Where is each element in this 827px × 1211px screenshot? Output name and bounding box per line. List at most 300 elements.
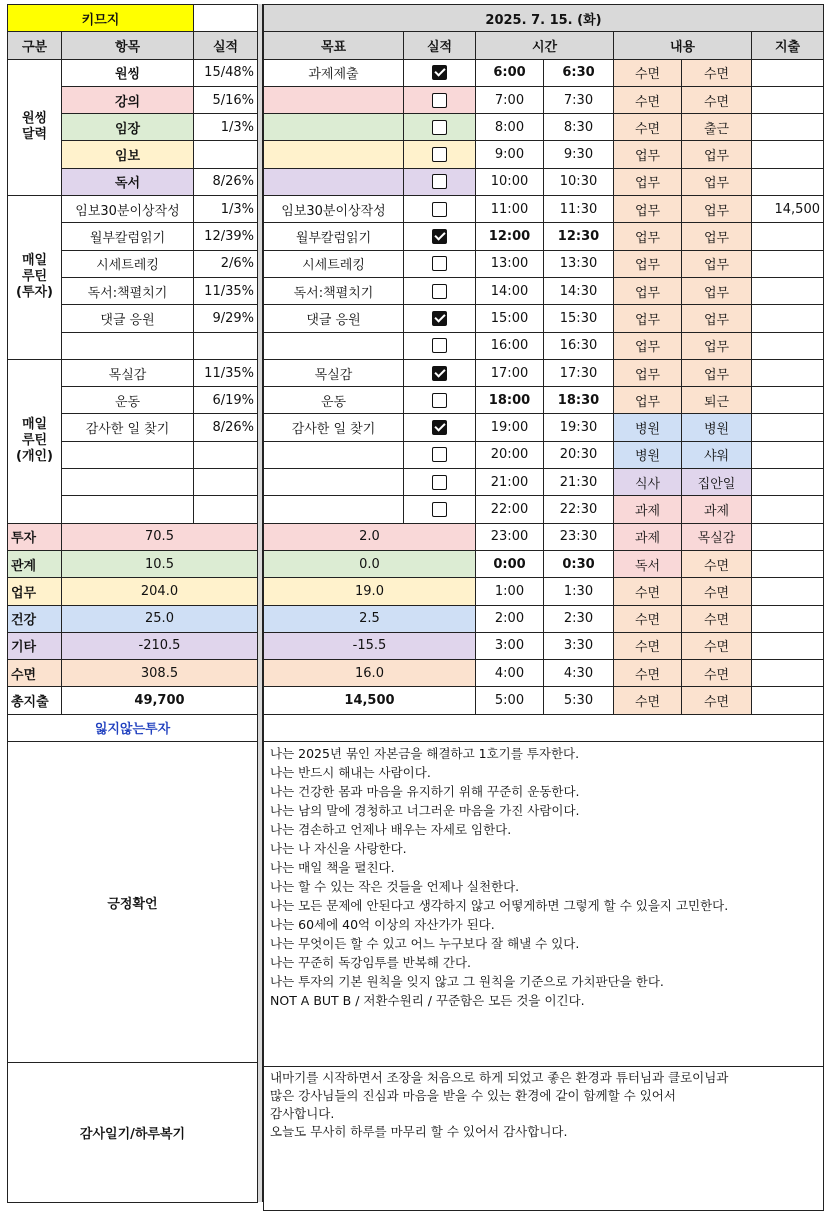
affirmation-line: 나는 2025년 묶인 자본금을 해결하고 1호기를 투자한다. bbox=[270, 746, 580, 762]
time-end: 1:30 bbox=[544, 578, 614, 605]
content-first[interactable]: 수면 bbox=[614, 605, 682, 632]
item-name[interactable]: 운동 bbox=[62, 387, 194, 414]
summary-label: 기타 bbox=[8, 632, 62, 659]
affirmation-line: 나는 할 수 있는 작은 것들을 언제나 실천한다. bbox=[270, 879, 520, 895]
item-result[interactable] bbox=[194, 496, 258, 523]
time-end: 20:30 bbox=[544, 441, 614, 468]
affirmation-line: 나는 60세에 40억 이상의 자산가가 된다. bbox=[270, 917, 495, 933]
expense-cell[interactable] bbox=[752, 277, 824, 304]
content-first[interactable]: 과제 bbox=[614, 496, 682, 523]
item-name[interactable] bbox=[62, 332, 194, 359]
group-label bbox=[8, 196, 62, 360]
expense-cell[interactable] bbox=[752, 578, 824, 605]
check-cell bbox=[404, 277, 476, 304]
schedule-row bbox=[264, 414, 824, 441]
summary-label: 관계 bbox=[8, 550, 62, 577]
content-second[interactable]: 수면 bbox=[682, 86, 752, 113]
group-label-line: 매일 bbox=[21, 253, 48, 269]
time-end: 0:30 bbox=[544, 550, 614, 577]
content-first[interactable]: 식사 bbox=[614, 469, 682, 496]
goal-cell[interactable] bbox=[264, 469, 404, 496]
content-second[interactable]: 목실감 bbox=[682, 523, 752, 550]
expense-cell[interactable] bbox=[752, 523, 824, 550]
check-cell bbox=[404, 196, 476, 223]
affirmation-line: 나는 투자의 기본 원칙을 잊지 않고 그 원칙을 기준으로 가치판단을 한다. bbox=[270, 974, 664, 990]
title-spacer bbox=[194, 5, 258, 32]
summary-value[interactable]: 204.0 bbox=[62, 578, 258, 605]
content-first[interactable]: 수면 bbox=[614, 59, 682, 86]
time-start: 7:00 bbox=[476, 86, 544, 113]
content-second[interactable]: 업무 bbox=[682, 141, 752, 168]
goal-cell[interactable] bbox=[264, 496, 404, 523]
goal-cell[interactable] bbox=[264, 168, 404, 195]
item-name[interactable]: 목실감 bbox=[62, 359, 194, 386]
group-label bbox=[8, 359, 62, 523]
time-start: 16:00 bbox=[476, 332, 544, 359]
expense-cell[interactable] bbox=[752, 141, 824, 168]
time-end: 18:30 bbox=[544, 387, 614, 414]
item-name[interactable]: 독서 bbox=[62, 168, 194, 195]
time-end: 3:30 bbox=[544, 632, 614, 659]
check-cell bbox=[404, 59, 476, 86]
checkbox[interactable] bbox=[432, 256, 447, 271]
time-start: 8:00 bbox=[476, 114, 544, 141]
group-label-line: 매일 bbox=[21, 417, 48, 433]
time-end: 14:30 bbox=[544, 277, 614, 304]
content-second[interactable]: 수면 bbox=[682, 550, 752, 577]
content-first[interactable]: 병원 bbox=[614, 414, 682, 441]
expense-cell[interactable] bbox=[752, 305, 824, 332]
checkbox[interactable] bbox=[432, 147, 447, 162]
summary-label: 업무 bbox=[8, 578, 62, 605]
affirmation-line: 나는 무엇이든 할 수 있고 어느 누구보다 잘 해낼 수 있다. bbox=[270, 936, 580, 952]
item-name[interactable] bbox=[62, 441, 194, 468]
time-start: 2:00 bbox=[476, 605, 544, 632]
content-first[interactable]: 업무 bbox=[614, 277, 682, 304]
item-result[interactable]: 11/35% bbox=[194, 277, 258, 304]
group-label-line: (투자) bbox=[16, 285, 53, 301]
header-group: 구분 bbox=[8, 32, 62, 59]
time-start: 17:00 bbox=[476, 359, 544, 386]
time-start: 12:00 bbox=[476, 223, 544, 250]
summary-value[interactable]: 308.5 bbox=[62, 660, 258, 687]
expense-cell[interactable] bbox=[752, 114, 824, 141]
content-first[interactable]: 업무 bbox=[614, 196, 682, 223]
time-start: 9:00 bbox=[476, 141, 544, 168]
check-cell bbox=[404, 141, 476, 168]
summary-today[interactable]: -15.5 bbox=[264, 632, 476, 659]
affirmation-line: 나는 반드시 해내는 사람이다. bbox=[270, 765, 431, 781]
summary-today[interactable]: 19.0 bbox=[264, 578, 476, 605]
time-end: 9:30 bbox=[544, 141, 614, 168]
item-name[interactable] bbox=[62, 496, 194, 523]
time-start: 13:00 bbox=[476, 250, 544, 277]
check-cell bbox=[404, 387, 476, 414]
summary-label: 투자 bbox=[8, 523, 62, 550]
content-second[interactable]: 수면 bbox=[682, 632, 752, 659]
schedule-row bbox=[264, 59, 824, 86]
group-label-line: 달력 bbox=[21, 127, 48, 143]
content-first[interactable]: 업무 bbox=[614, 141, 682, 168]
content-first[interactable]: 병원 bbox=[614, 441, 682, 468]
header-item: 항목 bbox=[62, 32, 194, 59]
schedule-row bbox=[264, 305, 824, 332]
content-second[interactable]: 수면 bbox=[682, 660, 752, 687]
content-first[interactable]: 업무 bbox=[614, 305, 682, 332]
check-cell bbox=[404, 168, 476, 195]
item-name[interactable]: 월부칼럼읽기 bbox=[62, 223, 194, 250]
content-second[interactable]: 수면 bbox=[682, 687, 752, 714]
time-start: 3:00 bbox=[476, 632, 544, 659]
goal-cell[interactable] bbox=[264, 141, 404, 168]
item-result[interactable] bbox=[194, 441, 258, 468]
time-end: 4:30 bbox=[544, 660, 614, 687]
goal-cell[interactable]: 과제제출 bbox=[264, 59, 404, 86]
check-cell bbox=[404, 496, 476, 523]
check-cell bbox=[404, 250, 476, 277]
item-name[interactable]: 강의 bbox=[62, 86, 194, 113]
expense-cell[interactable] bbox=[752, 660, 824, 687]
checkbox[interactable] bbox=[432, 174, 447, 189]
goal-cell[interactable]: 목실감 bbox=[264, 359, 404, 386]
schedule-row bbox=[264, 687, 824, 714]
check-cell bbox=[404, 86, 476, 113]
content-first[interactable]: 업무 bbox=[614, 250, 682, 277]
content-second[interactable]: 업무 bbox=[682, 305, 752, 332]
group-label bbox=[8, 59, 62, 195]
expense-cell[interactable] bbox=[752, 332, 824, 359]
time-end: 11:30 bbox=[544, 196, 614, 223]
check-cell bbox=[404, 414, 476, 441]
item-name[interactable] bbox=[62, 469, 194, 496]
item-result[interactable]: 2/6% bbox=[194, 250, 258, 277]
time-end: 2:30 bbox=[544, 605, 614, 632]
content-first[interactable]: 수면 bbox=[614, 578, 682, 605]
affirmation-line: 나는 매일 책을 펼친다. bbox=[270, 860, 395, 876]
schedule-row bbox=[264, 550, 824, 577]
content-first[interactable]: 수면 bbox=[614, 660, 682, 687]
checkbox[interactable] bbox=[432, 338, 447, 353]
expense-cell[interactable] bbox=[752, 168, 824, 195]
item-name[interactable]: 댓글 응원 bbox=[62, 305, 194, 332]
affirmation-line: 나는 건강한 몸과 마음을 유지하기 위해 꾸준히 운동한다. bbox=[270, 784, 580, 800]
goal-cell[interactable]: 임보30분이상작성 bbox=[264, 196, 404, 223]
group-label-line: 루틴 bbox=[21, 433, 48, 449]
expense-cell[interactable] bbox=[752, 605, 824, 632]
item-result[interactable] bbox=[194, 469, 258, 496]
header-goal: 목표 bbox=[264, 32, 404, 59]
summary-value[interactable]: 10.5 bbox=[62, 550, 258, 577]
content-first[interactable]: 수면 bbox=[614, 86, 682, 113]
table-row bbox=[8, 59, 258, 86]
expense-cell[interactable] bbox=[752, 632, 824, 659]
item-name[interactable]: 시세트레킹 bbox=[62, 250, 194, 277]
time-end: 5:30 bbox=[544, 687, 614, 714]
schedule-row bbox=[264, 660, 824, 687]
goal-cell[interactable] bbox=[264, 332, 404, 359]
date-header: 2025. 7. 15. (화) bbox=[264, 5, 824, 32]
schedule-row bbox=[264, 441, 824, 468]
content-second[interactable]: 퇴근 bbox=[682, 387, 752, 414]
expense-cell[interactable] bbox=[752, 414, 824, 441]
checkbox[interactable] bbox=[432, 93, 447, 108]
content-second[interactable]: 업무 bbox=[682, 250, 752, 277]
motto: 잃지않는투자 bbox=[8, 714, 258, 741]
summary-today[interactable]: 16.0 bbox=[264, 660, 476, 687]
motto-spacer bbox=[264, 714, 824, 741]
expense-cell[interactable] bbox=[752, 441, 824, 468]
content-second[interactable]: 집안일 bbox=[682, 469, 752, 496]
time-end: 22:30 bbox=[544, 496, 614, 523]
schedule-row bbox=[264, 469, 824, 496]
time-end: 6:30 bbox=[544, 59, 614, 86]
total-label: 총지출 bbox=[8, 687, 62, 714]
time-end: 16:30 bbox=[544, 332, 614, 359]
content-second[interactable]: 업무 bbox=[682, 359, 752, 386]
item-name[interactable]: 원씽 bbox=[62, 59, 194, 86]
item-name[interactable]: 임장 bbox=[62, 114, 194, 141]
time-end: 12:30 bbox=[544, 223, 614, 250]
item-result[interactable]: 11/35% bbox=[194, 359, 258, 386]
summary-label: 수면 bbox=[8, 660, 62, 687]
gratitude-label: 감사일기/하루복기 bbox=[8, 1063, 258, 1203]
schedule-row bbox=[264, 332, 824, 359]
table-row bbox=[8, 196, 258, 223]
content-second[interactable]: 수면 bbox=[682, 59, 752, 86]
header-expense: 지출 bbox=[752, 32, 824, 59]
check-cell bbox=[404, 114, 476, 141]
content-first[interactable]: 수면 bbox=[614, 632, 682, 659]
time-start: 18:00 bbox=[476, 387, 544, 414]
content-second[interactable]: 업무 bbox=[682, 168, 752, 195]
schedule-row bbox=[264, 277, 824, 304]
time-start: 22:00 bbox=[476, 496, 544, 523]
schedule-row bbox=[264, 387, 824, 414]
gratitude-text[interactable] bbox=[264, 1067, 824, 1211]
content-second[interactable]: 업무 bbox=[682, 277, 752, 304]
time-end: 7:30 bbox=[544, 86, 614, 113]
goal-cell[interactable] bbox=[264, 441, 404, 468]
goal-cell[interactable]: 댓글 응원 bbox=[264, 305, 404, 332]
time-start: 0:00 bbox=[476, 550, 544, 577]
item-name[interactable]: 임보30분이상작성 bbox=[62, 196, 194, 223]
expense-cell[interactable]: 14,500 bbox=[752, 196, 824, 223]
checkbox[interactable] bbox=[432, 393, 447, 408]
time-end: 17:30 bbox=[544, 359, 614, 386]
sheet-title: 키므지 bbox=[8, 5, 194, 32]
checkbox[interactable] bbox=[432, 475, 447, 490]
time-start: 6:00 bbox=[476, 59, 544, 86]
affirmation-line: 나는 모든 문제에 안된다고 생각하지 않고 어떻게하면 그렇게 할 수 있을지 고민한다. bbox=[270, 898, 729, 914]
time-start: 19:00 bbox=[476, 414, 544, 441]
item-result[interactable]: 9/29% bbox=[194, 305, 258, 332]
item-result[interactable]: 6/19% bbox=[194, 387, 258, 414]
right-sheet bbox=[263, 4, 824, 1211]
goal-cell[interactable]: 운동 bbox=[264, 387, 404, 414]
time-start: 11:00 bbox=[476, 196, 544, 223]
content-second[interactable]: 수면 bbox=[682, 605, 752, 632]
time-start: 23:00 bbox=[476, 523, 544, 550]
gratitude-line: 많은 강사님들의 진심과 마음을 받을 수 있는 환경에 같이 함께할 수 있어서 bbox=[270, 1088, 676, 1104]
time-end: 10:30 bbox=[544, 168, 614, 195]
checked-checkbox[interactable] bbox=[432, 420, 447, 435]
time-end: 13:30 bbox=[544, 250, 614, 277]
content-first[interactable]: 수면 bbox=[614, 687, 682, 714]
content-first[interactable]: 업무 bbox=[614, 332, 682, 359]
expense-cell[interactable] bbox=[752, 469, 824, 496]
summary-today[interactable]: 2.0 bbox=[264, 523, 476, 550]
content-first[interactable]: 독서 bbox=[614, 550, 682, 577]
time-start: 14:00 bbox=[476, 277, 544, 304]
summary-value[interactable]: 25.0 bbox=[62, 605, 258, 632]
checkbox[interactable] bbox=[432, 447, 447, 462]
time-start: 21:00 bbox=[476, 469, 544, 496]
expense-cell[interactable] bbox=[752, 687, 824, 714]
content-second[interactable]: 업무 bbox=[682, 223, 752, 250]
content-first[interactable]: 업무 bbox=[614, 168, 682, 195]
schedule-row bbox=[264, 359, 824, 386]
content-second[interactable]: 병원 bbox=[682, 414, 752, 441]
summary-today[interactable]: 2.5 bbox=[264, 605, 476, 632]
item-result[interactable]: 1/3% bbox=[194, 114, 258, 141]
checkbox[interactable] bbox=[432, 284, 447, 299]
goal-cell[interactable]: 시세트레킹 bbox=[264, 250, 404, 277]
schedule-row bbox=[264, 632, 824, 659]
affirmation-line: 나는 나 자신을 사랑한다. bbox=[270, 841, 407, 857]
expense-cell[interactable] bbox=[752, 59, 824, 86]
content-second[interactable]: 출근 bbox=[682, 114, 752, 141]
goal-cell[interactable] bbox=[264, 114, 404, 141]
group-label-line: 루틴 bbox=[21, 269, 48, 285]
expense-cell[interactable] bbox=[752, 550, 824, 577]
time-start: 20:00 bbox=[476, 441, 544, 468]
header-check: 실적 bbox=[404, 32, 476, 59]
summary-value[interactable]: -210.5 bbox=[62, 632, 258, 659]
affirmation-line: 나는 꾸준히 독강임투를 반복해 간다. bbox=[270, 955, 471, 971]
content-second[interactable]: 업무 bbox=[682, 196, 752, 223]
time-end: 21:30 bbox=[544, 469, 614, 496]
header-result: 실적 bbox=[194, 32, 258, 59]
time-start: 5:00 bbox=[476, 687, 544, 714]
time-start: 4:00 bbox=[476, 660, 544, 687]
content-first[interactable]: 업무 bbox=[614, 359, 682, 386]
content-second[interactable]: 샤워 bbox=[682, 441, 752, 468]
gratitude-line: 감사합니다. bbox=[270, 1106, 335, 1122]
check-cell bbox=[404, 469, 476, 496]
checked-checkbox[interactable] bbox=[432, 366, 447, 381]
schedule-row bbox=[264, 141, 824, 168]
total-today: 14,500 bbox=[264, 687, 476, 714]
item-result[interactable]: 5/16% bbox=[194, 86, 258, 113]
schedule-row bbox=[264, 523, 824, 550]
goal-cell[interactable]: 월부칼럼읽기 bbox=[264, 223, 404, 250]
item-result[interactable] bbox=[194, 332, 258, 359]
item-result[interactable]: 8/26% bbox=[194, 414, 258, 441]
expense-cell[interactable] bbox=[752, 496, 824, 523]
total-value: 49,700 bbox=[62, 687, 258, 714]
checked-checkbox[interactable] bbox=[432, 229, 447, 244]
time-start: 15:00 bbox=[476, 305, 544, 332]
item-name[interactable]: 독서:책펼치기 bbox=[62, 277, 194, 304]
schedule-row bbox=[264, 196, 824, 223]
header-time: 시간 bbox=[476, 32, 614, 59]
summary-label: 건강 bbox=[8, 605, 62, 632]
item-result[interactable]: 12/39% bbox=[194, 223, 258, 250]
content-first[interactable]: 과제 bbox=[614, 523, 682, 550]
expense-cell[interactable] bbox=[752, 86, 824, 113]
item-result[interactable]: 15/48% bbox=[194, 59, 258, 86]
group-label-line: 원씽 bbox=[21, 111, 48, 127]
schedule-row bbox=[264, 605, 824, 632]
item-result[interactable]: 1/3% bbox=[194, 196, 258, 223]
gratitude-line: 오늘도 무사히 하루를 마무리 할 수 있어서 감사합니다. bbox=[270, 1124, 568, 1140]
time-end: 23:30 bbox=[544, 523, 614, 550]
content-second[interactable]: 업무 bbox=[682, 332, 752, 359]
item-name[interactable]: 임보 bbox=[62, 141, 194, 168]
check-cell bbox=[404, 359, 476, 386]
time-start: 1:00 bbox=[476, 578, 544, 605]
goal-cell[interactable]: 독서:책펼치기 bbox=[264, 277, 404, 304]
schedule-row bbox=[264, 168, 824, 195]
check-cell bbox=[404, 223, 476, 250]
checked-checkbox[interactable] bbox=[432, 311, 447, 326]
schedule-row bbox=[264, 223, 824, 250]
expense-cell[interactable] bbox=[752, 223, 824, 250]
check-cell bbox=[404, 305, 476, 332]
time-start: 10:00 bbox=[476, 168, 544, 195]
schedule-row bbox=[264, 114, 824, 141]
summary-value[interactable]: 70.5 bbox=[62, 523, 258, 550]
affirmation-line: NOT A BUT B / 저환수원리 / 꾸준함은 모든 것을 이긴다. bbox=[270, 993, 585, 1009]
expense-cell[interactable] bbox=[752, 387, 824, 414]
left-sheet bbox=[7, 4, 258, 1203]
schedule-row bbox=[264, 250, 824, 277]
checkbox[interactable] bbox=[432, 202, 447, 217]
group-label-line: (개인) bbox=[16, 449, 53, 465]
content-first[interactable]: 업무 bbox=[614, 387, 682, 414]
summary-today[interactable]: 0.0 bbox=[264, 550, 476, 577]
expense-cell[interactable] bbox=[752, 359, 824, 386]
content-first[interactable]: 수면 bbox=[614, 114, 682, 141]
schedule-row bbox=[264, 86, 824, 113]
checkbox[interactable] bbox=[432, 502, 447, 517]
gratitude-line: 내마기를 시작하면서 조장을 처음으로 하게 되었고 좋은 환경과 튜터님과 클로이님과 bbox=[270, 1070, 729, 1086]
checkbox[interactable] bbox=[432, 120, 447, 135]
item-result[interactable] bbox=[194, 141, 258, 168]
item-name[interactable]: 감사한 일 찾기 bbox=[62, 414, 194, 441]
time-end: 15:30 bbox=[544, 305, 614, 332]
table-row bbox=[8, 359, 258, 386]
affirmation-text[interactable] bbox=[264, 742, 824, 1067]
item-result[interactable]: 8/26% bbox=[194, 168, 258, 195]
content-second[interactable]: 수면 bbox=[682, 578, 752, 605]
affirmation-line: 나는 남의 말에 경청하고 너그러운 마음을 가진 사람이다. bbox=[270, 803, 580, 819]
affirmation-line: 나는 겸손하고 언제나 배우는 자세로 임한다. bbox=[270, 822, 512, 838]
header-content: 내용 bbox=[614, 32, 752, 59]
time-end: 8:30 bbox=[544, 114, 614, 141]
goal-cell[interactable] bbox=[264, 86, 404, 113]
content-second[interactable]: 과제 bbox=[682, 496, 752, 523]
expense-cell[interactable] bbox=[752, 250, 824, 277]
content-first[interactable]: 업무 bbox=[614, 223, 682, 250]
checked-checkbox[interactable] bbox=[432, 65, 447, 80]
time-end: 19:30 bbox=[544, 414, 614, 441]
schedule-row bbox=[264, 496, 824, 523]
goal-cell[interactable]: 감사한 일 찾기 bbox=[264, 414, 404, 441]
affirmation-label: 긍정확언 bbox=[8, 742, 258, 1063]
check-cell bbox=[404, 441, 476, 468]
check-cell bbox=[404, 332, 476, 359]
